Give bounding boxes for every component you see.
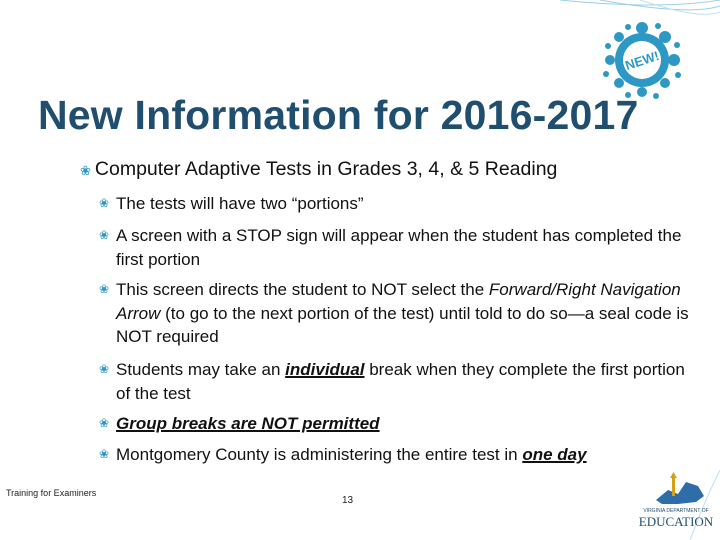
bullet-icon: ❀ xyxy=(80,163,91,178)
virginia-doe-logo xyxy=(638,472,714,536)
sub-bullet xyxy=(99,358,699,405)
bullet-icon: ❀ xyxy=(99,416,110,430)
sub-bullet-text: A screen with a STOP sign will appear when the student has completed the first portion xyxy=(116,226,682,269)
emphasis-text: individual xyxy=(285,360,365,379)
emphasis-text: one day xyxy=(522,445,587,464)
main-bullet-text: Computer Adaptive Tests in Grades 3, 4, & 5 Reading xyxy=(94,158,558,180)
sub-bullet-text xyxy=(99,412,699,436)
sub-bullet-text: The tests will have two “portions” xyxy=(116,194,364,213)
logo-text-top: VIRGINIA DEPARTMENT OF xyxy=(643,508,709,514)
sub-bullet xyxy=(99,443,699,467)
sub-bullet-text: This screen directs the student to NOT select the Forward/Right Navigation Arrow (to go to the next portion of the test) until told to do so—a seal code is NOT required xyxy=(116,280,689,346)
main-bullet xyxy=(80,158,557,181)
sub-bullet-text: Students may take an individual break when they complete the first portion of the test xyxy=(116,360,685,403)
bullet-icon: ❀ xyxy=(99,196,110,210)
sub-bullet xyxy=(99,412,699,436)
bullet-icon: ❀ xyxy=(99,282,110,296)
page-number: 13 xyxy=(342,495,354,506)
footer-text: Training for Examiners xyxy=(6,488,97,498)
bullet-icon: ❀ xyxy=(99,228,110,242)
emphasis-text: Group breaks are NOT permitted xyxy=(116,414,380,433)
bullet-icon: ❀ xyxy=(99,447,110,461)
new-badge-text: NEW! xyxy=(623,47,661,73)
sub-bullet xyxy=(99,224,699,271)
slide-title: New Information for 2016-2017 xyxy=(38,92,639,138)
sub-bullet xyxy=(99,192,699,216)
new-badge-icon xyxy=(600,18,684,102)
logo-text-main: EDUCATION xyxy=(638,514,714,529)
sub-bullet-text: Montgomery County is administering the entire test in one day xyxy=(116,445,587,464)
emphasis-text: Forward/Right Navigation Arrow xyxy=(116,280,681,323)
sub-bullet xyxy=(99,278,699,349)
bullet-icon: ❀ xyxy=(99,362,110,376)
